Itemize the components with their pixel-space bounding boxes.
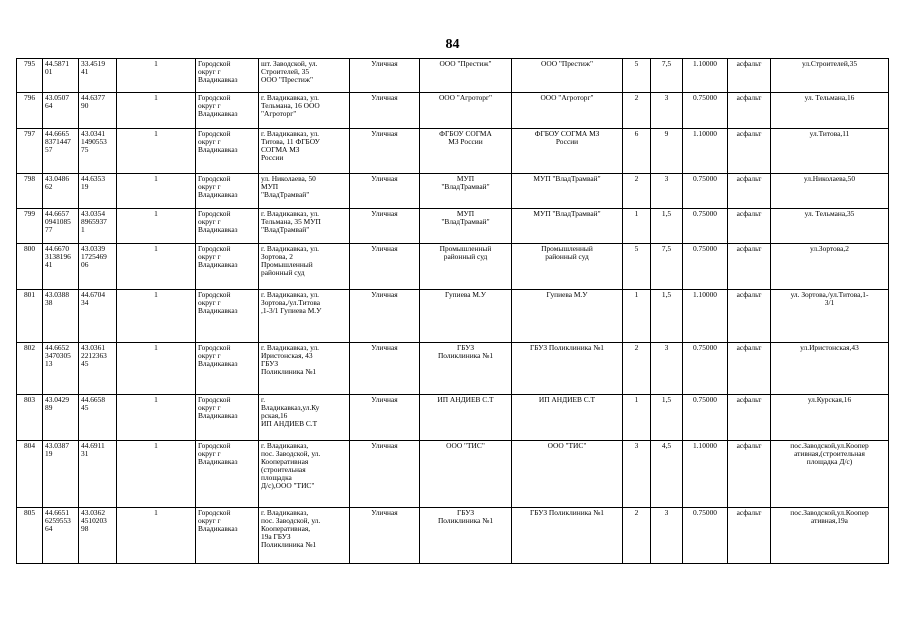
source-cell: ООО "Престиж" xyxy=(512,59,623,93)
count-cell: 2 xyxy=(623,508,651,564)
owner-cell: ООО "ТИС" xyxy=(420,441,512,508)
quantity-cell: 1 xyxy=(117,93,196,129)
source-cell: ООО "ТИС" xyxy=(512,441,623,508)
area-cell: 3 xyxy=(651,508,683,564)
location-type-cell: Уличная xyxy=(350,441,420,508)
count-cell: 1 xyxy=(623,395,651,441)
owner-cell: ООО "Престиж" xyxy=(420,59,512,93)
location-type-cell: Уличная xyxy=(350,209,420,244)
table-row xyxy=(17,209,889,244)
volume-cell: 0.75000 xyxy=(683,209,728,244)
address-cell: г. Владикавказ, ул. Зортова, 2 Промышленный районный суд xyxy=(259,244,350,290)
count-cell: 6 xyxy=(623,129,651,174)
area-cell: 1,5 xyxy=(651,395,683,441)
row-number: 797 xyxy=(17,129,43,174)
surface-cell: асфальт xyxy=(728,93,771,129)
surface-cell: асфальт xyxy=(728,441,771,508)
address-cell: г. Владикавказ, ул. Тельмана, 35 МУП "ВладТрамвай" xyxy=(259,209,350,244)
street-cell: ул.Строителей,35 xyxy=(771,59,889,93)
district-cell: Городской округ г Владикавказ xyxy=(196,395,259,441)
latitude-cell: 43.0388 38 xyxy=(43,290,79,343)
surface-cell: асфальт xyxy=(728,174,771,209)
source-cell: ИП АНДИЕВ С.Т xyxy=(512,395,623,441)
district-cell: Городской округ г Владикавказ xyxy=(196,129,259,174)
surface-cell: асфальт xyxy=(728,395,771,441)
surface-cell: асфальт xyxy=(728,290,771,343)
longitude-cell: 43.0362 4510203 98 xyxy=(79,508,117,564)
area-cell: 1,5 xyxy=(651,209,683,244)
page-number: 84 xyxy=(445,37,460,52)
row-number: 801 xyxy=(17,290,43,343)
latitude-cell: 43.0387 19 xyxy=(43,441,79,508)
surface-cell: асфальт xyxy=(728,129,771,174)
row-number: 796 xyxy=(17,93,43,129)
location-type-cell: Уличная xyxy=(350,59,420,93)
longitude-cell: 33.4519 41 xyxy=(79,59,117,93)
street-cell: ул. Тельмана,35 xyxy=(771,209,889,244)
row-number: 804 xyxy=(17,441,43,508)
source-cell: ГБУЗ Поликлиника №1 xyxy=(512,343,623,395)
longitude-cell: 44.6377 90 xyxy=(79,93,117,129)
quantity-cell: 1 xyxy=(117,441,196,508)
quantity-cell: 1 xyxy=(117,129,196,174)
district-cell: Городской округ г Владикавказ xyxy=(196,290,259,343)
count-cell: 2 xyxy=(623,343,651,395)
district-cell: Городской округ г Владикавказ xyxy=(196,174,259,209)
table-row xyxy=(17,508,889,564)
owner-cell: ООО "Агроторг" xyxy=(420,93,512,129)
row-number: 795 xyxy=(17,59,43,93)
address-cell: г. Владикавказ, ул. Иристонская, 43 ГБУЗ Поликлиника №1 xyxy=(259,343,350,395)
street-cell: ул.Титова,11 xyxy=(771,129,889,174)
longitude-cell: 43.0339 1725469 06 xyxy=(79,244,117,290)
owner-cell: ГБУЗ Поликлиника №1 xyxy=(420,343,512,395)
count-cell: 2 xyxy=(623,174,651,209)
source-cell: Гупиева М.У xyxy=(512,290,623,343)
source-cell: МУП "ВладТрамвай" xyxy=(512,174,623,209)
volume-cell: 1.10000 xyxy=(683,129,728,174)
quantity-cell: 1 xyxy=(117,343,196,395)
quantity-cell: 1 xyxy=(117,59,196,93)
quantity-cell: 1 xyxy=(117,290,196,343)
volume-cell: 0.75000 xyxy=(683,343,728,395)
street-cell: ул.Зортова,2 xyxy=(771,244,889,290)
count-cell: 5 xyxy=(623,244,651,290)
source-cell: МУП "ВладТрамвай" xyxy=(512,209,623,244)
address-cell: г. Владикавказ, ул. Зортова,/ул.Титова ,1-3/1 Гупиева М.У xyxy=(259,290,350,343)
row-number: 800 xyxy=(17,244,43,290)
volume-cell: 1.10000 xyxy=(683,59,728,93)
source-cell: ФГБОУ СОГМА МЗ России xyxy=(512,129,623,174)
table-row xyxy=(17,441,889,508)
owner-cell: ФГБОУ СОГМА МЗ России xyxy=(420,129,512,174)
table-row xyxy=(17,174,889,209)
latitude-cell: 43.0507 64 xyxy=(43,93,79,129)
volume-cell: 0.75000 xyxy=(683,93,728,129)
surface-cell: асфальт xyxy=(728,59,771,93)
row-number: 802 xyxy=(17,343,43,395)
count-cell: 2 xyxy=(623,93,651,129)
quantity-cell: 1 xyxy=(117,209,196,244)
registry-table xyxy=(16,58,889,564)
location-type-cell: Уличная xyxy=(350,174,420,209)
address-cell: г. Владикавказ, ул. Тельмана, 16 ООО "Агроторг" xyxy=(259,93,350,129)
location-type-cell: Уличная xyxy=(350,244,420,290)
location-type-cell: Уличная xyxy=(350,129,420,174)
address-cell: г. Владикавказ, пос. Заводской, ул. Кооперативная, 19а ГБУЗ Поликлиника №1 xyxy=(259,508,350,564)
source-cell: ГБУЗ Поликлиника №1 xyxy=(512,508,623,564)
district-cell: Городской округ г Владикавказ xyxy=(196,59,259,93)
address-cell: шт. Заводской, ул. Строителей, 35 ООО "Престиж" xyxy=(259,59,350,93)
owner-cell: МУП "ВладТрамвай" xyxy=(420,209,512,244)
owner-cell: Гупиева М.У xyxy=(420,290,512,343)
district-cell: Городской округ г Владикавказ xyxy=(196,244,259,290)
table-row xyxy=(17,129,889,174)
location-type-cell: Уличная xyxy=(350,508,420,564)
longitude-cell: 44.6658 45 xyxy=(79,395,117,441)
owner-cell: ИП АНДИЕВ С.Т xyxy=(420,395,512,441)
volume-cell: 0.75000 xyxy=(683,244,728,290)
count-cell: 1 xyxy=(623,290,651,343)
volume-cell: 0.75000 xyxy=(683,395,728,441)
longitude-cell: 44.6911 31 xyxy=(79,441,117,508)
table-row xyxy=(17,244,889,290)
latitude-cell: 44.6651 6259553 64 xyxy=(43,508,79,564)
longitude-cell: 43.0361 2212363 45 xyxy=(79,343,117,395)
owner-cell: МУП "ВладТрамвай" xyxy=(420,174,512,209)
street-cell: пос.Заводской,ул.Коопер ативная,(строительная площадка Д/с) xyxy=(771,441,889,508)
district-cell: Городской округ г Владикавказ xyxy=(196,441,259,508)
area-cell: 3 xyxy=(651,343,683,395)
latitude-cell: 44.6652 3470305 13 xyxy=(43,343,79,395)
volume-cell: 0.75000 xyxy=(683,508,728,564)
row-number: 798 xyxy=(17,174,43,209)
quantity-cell: 1 xyxy=(117,174,196,209)
longitude-cell: 43.0341 1490553 75 xyxy=(79,129,117,174)
surface-cell: асфальт xyxy=(728,508,771,564)
location-type-cell: Уличная xyxy=(350,93,420,129)
owner-cell: Промышленный районный суд xyxy=(420,244,512,290)
quantity-cell: 1 xyxy=(117,508,196,564)
area-cell: 4,5 xyxy=(651,441,683,508)
district-cell: Городской округ г Владикавказ xyxy=(196,93,259,129)
latitude-cell: 43.0429 89 xyxy=(43,395,79,441)
latitude-cell: 44.6657 0941085 77 xyxy=(43,209,79,244)
area-cell: 3 xyxy=(651,174,683,209)
area-cell: 7,5 xyxy=(651,59,683,93)
source-cell: Промышленный районный суд xyxy=(512,244,623,290)
street-cell: ул. Тельмана,16 xyxy=(771,93,889,129)
street-cell: ул.Иристонская,43 xyxy=(771,343,889,395)
street-cell: ул. Зортова,/ул.Титова,1- 3/1 xyxy=(771,290,889,343)
quantity-cell: 1 xyxy=(117,244,196,290)
count-cell: 5 xyxy=(623,59,651,93)
latitude-cell: 44.5871 01 xyxy=(43,59,79,93)
district-cell: Городской округ г Владикавказ xyxy=(196,343,259,395)
latitude-cell: 44.6665 8371447 57 xyxy=(43,129,79,174)
table-row xyxy=(17,59,889,93)
row-number: 803 xyxy=(17,395,43,441)
volume-cell: 0.75000 xyxy=(683,174,728,209)
surface-cell: асфальт xyxy=(728,209,771,244)
address-cell: г. Владикавказ, ул. Титова, 11 ФГБОУ СОГМА МЗ России xyxy=(259,129,350,174)
table-row xyxy=(17,395,889,441)
source-cell: ООО "Агроторг" xyxy=(512,93,623,129)
location-type-cell: Уличная xyxy=(350,343,420,395)
area-cell: 3 xyxy=(651,93,683,129)
table-row xyxy=(17,93,889,129)
location-type-cell: Уличная xyxy=(350,290,420,343)
volume-cell: 1.10000 xyxy=(683,441,728,508)
district-cell: Городской округ г Владикавказ xyxy=(196,209,259,244)
volume-cell: 1.10000 xyxy=(683,290,728,343)
latitude-cell: 43.0486 62 xyxy=(43,174,79,209)
longitude-cell: 44.6353 19 xyxy=(79,174,117,209)
table-row xyxy=(17,343,889,395)
area-cell: 1,5 xyxy=(651,290,683,343)
latitude-cell: 44.6670 3138196 41 xyxy=(43,244,79,290)
address-cell: г. Владикавказ,ул.Ку рская,16 ИП АНДИЕВ С.Т xyxy=(259,395,350,441)
count-cell: 3 xyxy=(623,441,651,508)
row-number: 799 xyxy=(17,209,43,244)
street-cell: ул.Курская,16 xyxy=(771,395,889,441)
street-cell: ул.Николаева,50 xyxy=(771,174,889,209)
district-cell: Городской округ г Владикавказ xyxy=(196,508,259,564)
surface-cell: асфальт xyxy=(728,343,771,395)
row-number: 805 xyxy=(17,508,43,564)
owner-cell: ГБУЗ Поликлиника №1 xyxy=(420,508,512,564)
table-row xyxy=(17,290,889,343)
longitude-cell: 43.0354 8965937 1 xyxy=(79,209,117,244)
quantity-cell: 1 xyxy=(117,395,196,441)
surface-cell: асфальт xyxy=(728,244,771,290)
area-cell: 7,5 xyxy=(651,244,683,290)
area-cell: 9 xyxy=(651,129,683,174)
address-cell: г. Владикавказ, пос. Заводской, ул. Кооперативная (строительная площадка Д/с),ООО "ТИС" xyxy=(259,441,350,508)
longitude-cell: 44.6704 34 xyxy=(79,290,117,343)
address-cell: ул. Николаева, 50 МУП "ВладТрамвай" xyxy=(259,174,350,209)
street-cell: пос.Заводской,ул.Коопер ативная,19а xyxy=(771,508,889,564)
location-type-cell: Уличная xyxy=(350,395,420,441)
count-cell: 1 xyxy=(623,209,651,244)
